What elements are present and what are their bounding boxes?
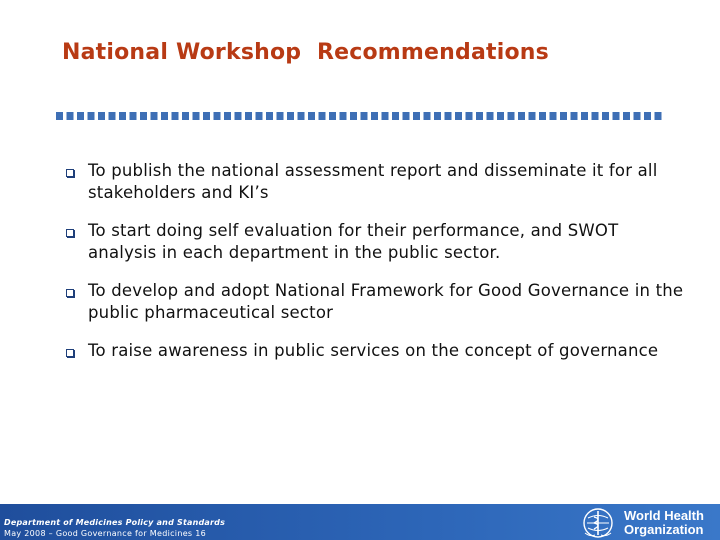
square-bullet-icon	[66, 169, 74, 177]
bullet-text: To publish the national assessment report and disseminate it for all stakeholders and KI’s	[88, 161, 658, 202]
footer-bar	[0, 504, 720, 540]
org-name-line1: World Health	[624, 508, 704, 523]
list-item	[66, 340, 686, 362]
square-bullet-icon	[66, 289, 74, 297]
bullet-list	[66, 160, 686, 378]
dotted-divider	[56, 112, 664, 120]
footer-department: Department of Medicines Policy and Standards	[4, 518, 226, 527]
list-item	[66, 220, 686, 264]
list-item	[66, 160, 686, 204]
who-emblem-icon	[582, 507, 614, 539]
bullet-text: To develop and adopt National Framework for Good Governance in the public pharmaceutical sector	[88, 281, 684, 322]
bullet-text: To start doing self evaluation for their performance, and SWOT analysis in each department in the public sector.	[88, 221, 619, 262]
org-name-line2: Organization	[624, 522, 704, 537]
bullet-text: To raise awareness in public services on the concept of governance	[88, 341, 659, 360]
slide-title: National Workshop Recommendations	[62, 40, 549, 65]
square-bullet-icon	[66, 349, 74, 357]
square-bullet-icon	[66, 229, 74, 237]
org-name	[624, 509, 704, 537]
list-item	[66, 280, 686, 324]
footer-date-page: May 2008 – Good Governance for Medicines 16	[4, 529, 207, 538]
